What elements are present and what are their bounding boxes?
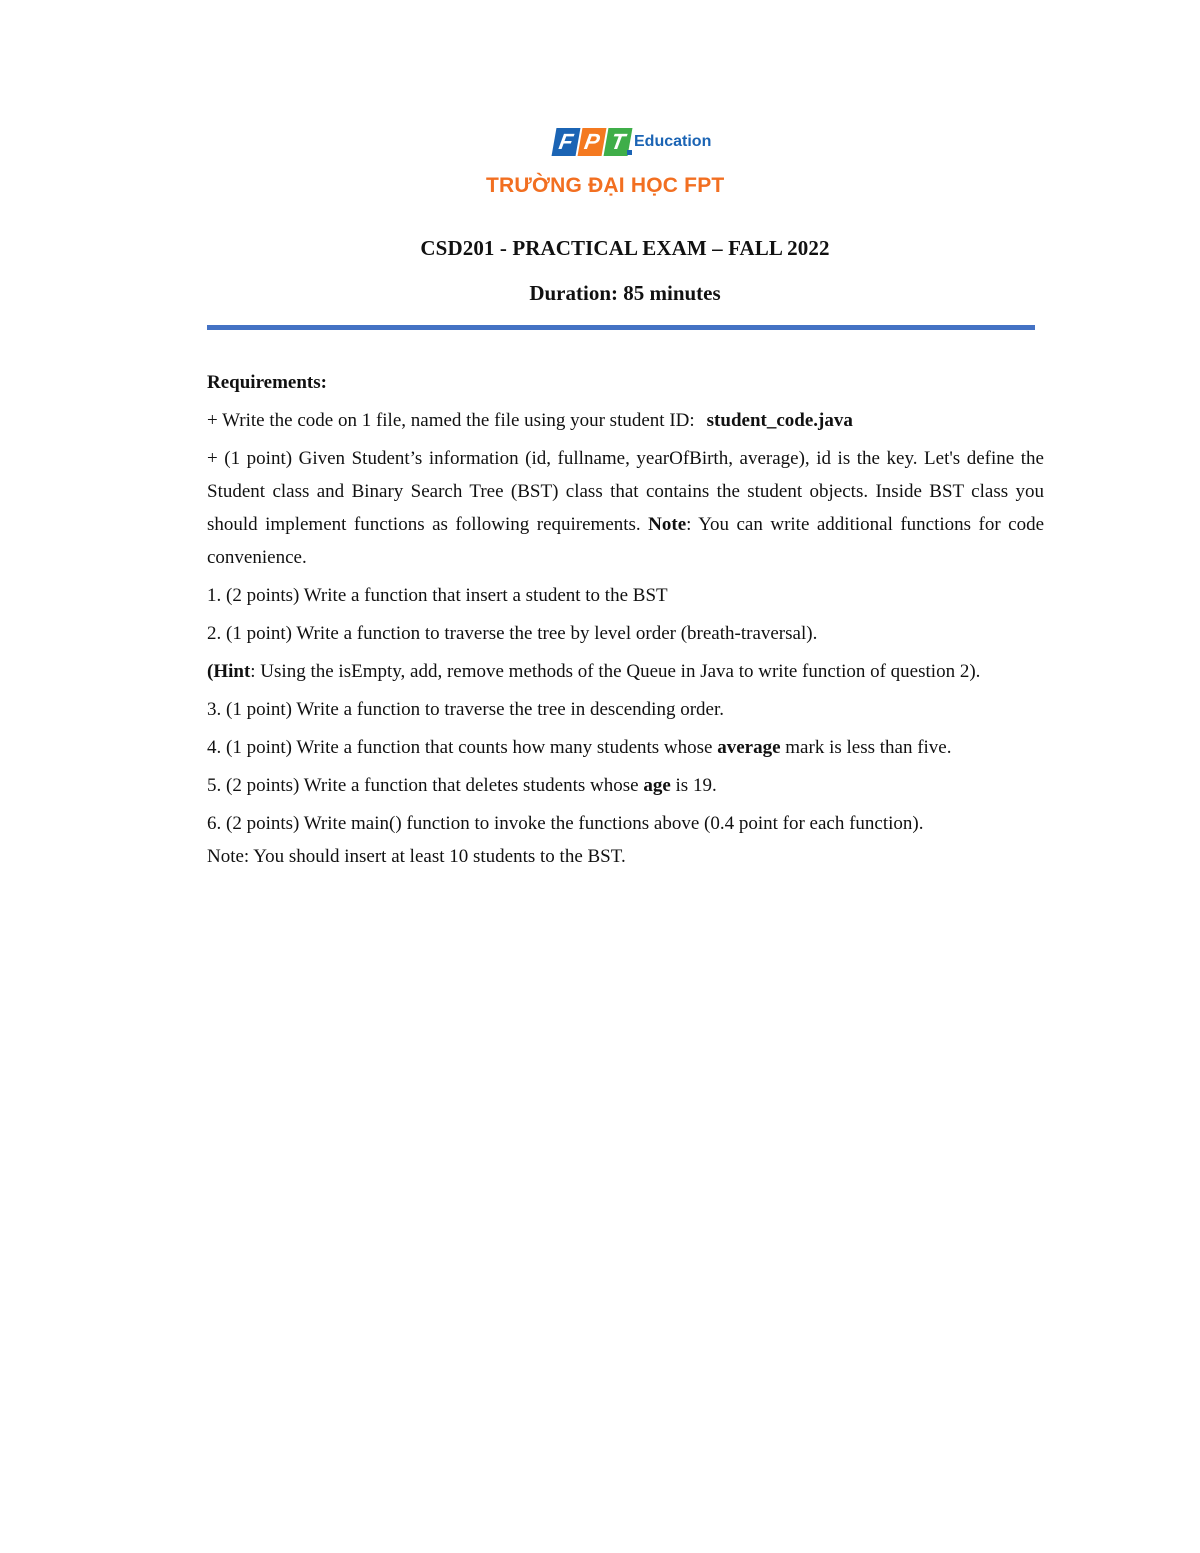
- hint-prefix: (Hint: [207, 661, 251, 682]
- hint-text: : Using the isEmpty, add, remove methods of the Queue in Java to write function of question 2).: [250, 661, 981, 682]
- question-4-keyword: average: [717, 737, 781, 758]
- hint-paragraph: [207, 655, 1044, 688]
- note-label: Note: [648, 514, 687, 535]
- question-6: [207, 807, 1044, 873]
- file-rule: [207, 404, 1044, 437]
- exam-title: CSD201 - PRACTICAL EXAM – FALL 2022: [420, 236, 830, 260]
- question-5-text-end: is 19.: [675, 775, 717, 796]
- question-5-keyword: age: [643, 775, 671, 796]
- file-rule-text: + Write the code on 1 file, named the file using your student ID:: [207, 410, 695, 431]
- question-6-note: Note: You should insert at least 10 students to the BST.: [207, 846, 626, 867]
- intro-text: + (1 point) Given Student’s information (id, fullname, yearOfBirth, average), id is the key. Let's define the Student class and Binary Search Tree (BST) class that contains the student objects. Inside BST class you should implement functions as following requirements.: [207, 448, 1044, 535]
- logo-education-text: Education: [634, 133, 712, 150]
- logo-dot: [627, 150, 632, 155]
- note-text: : You can write additional functions for code convenience.: [207, 514, 1045, 568]
- requirements-heading: Requirements:: [207, 372, 327, 393]
- question-6-text: 6. (2 points) Write main() function to invoke the functions above (0.4 point for each function).: [207, 813, 924, 834]
- question-5: [207, 769, 1044, 802]
- school-name: TRƯỜNG ĐẠI HỌC FPT: [486, 174, 725, 197]
- logo-letter-t: T: [604, 128, 633, 156]
- file-name: student_code.java: [706, 410, 853, 431]
- question-4: [207, 731, 1044, 764]
- question-4-text: 4. (1 point) Write a function that counts how many students whose: [207, 737, 713, 758]
- question-4-text-end: mark is less than five.: [785, 737, 952, 758]
- header-divider: [207, 325, 1035, 330]
- exam-duration: Duration: 85 minutes: [529, 281, 721, 305]
- logo-letter-p: P: [578, 128, 607, 156]
- question-1: 1. (2 points) Write a function that insert a student to the BST: [207, 585, 668, 606]
- question-3: 3. (1 point) Write a function to traverse the tree in descending order.: [207, 699, 724, 720]
- question-2: 2. (1 point) Write a function to traverse the tree by level order (breath-traversal).: [207, 623, 818, 644]
- intro-paragraph: [207, 442, 1044, 574]
- logo-letter-f: F: [552, 128, 581, 156]
- requirements-section: [207, 366, 1044, 873]
- question-5-text: 5. (2 points) Write a function that deletes students whose: [207, 775, 639, 796]
- fpt-education-logo: [552, 126, 712, 162]
